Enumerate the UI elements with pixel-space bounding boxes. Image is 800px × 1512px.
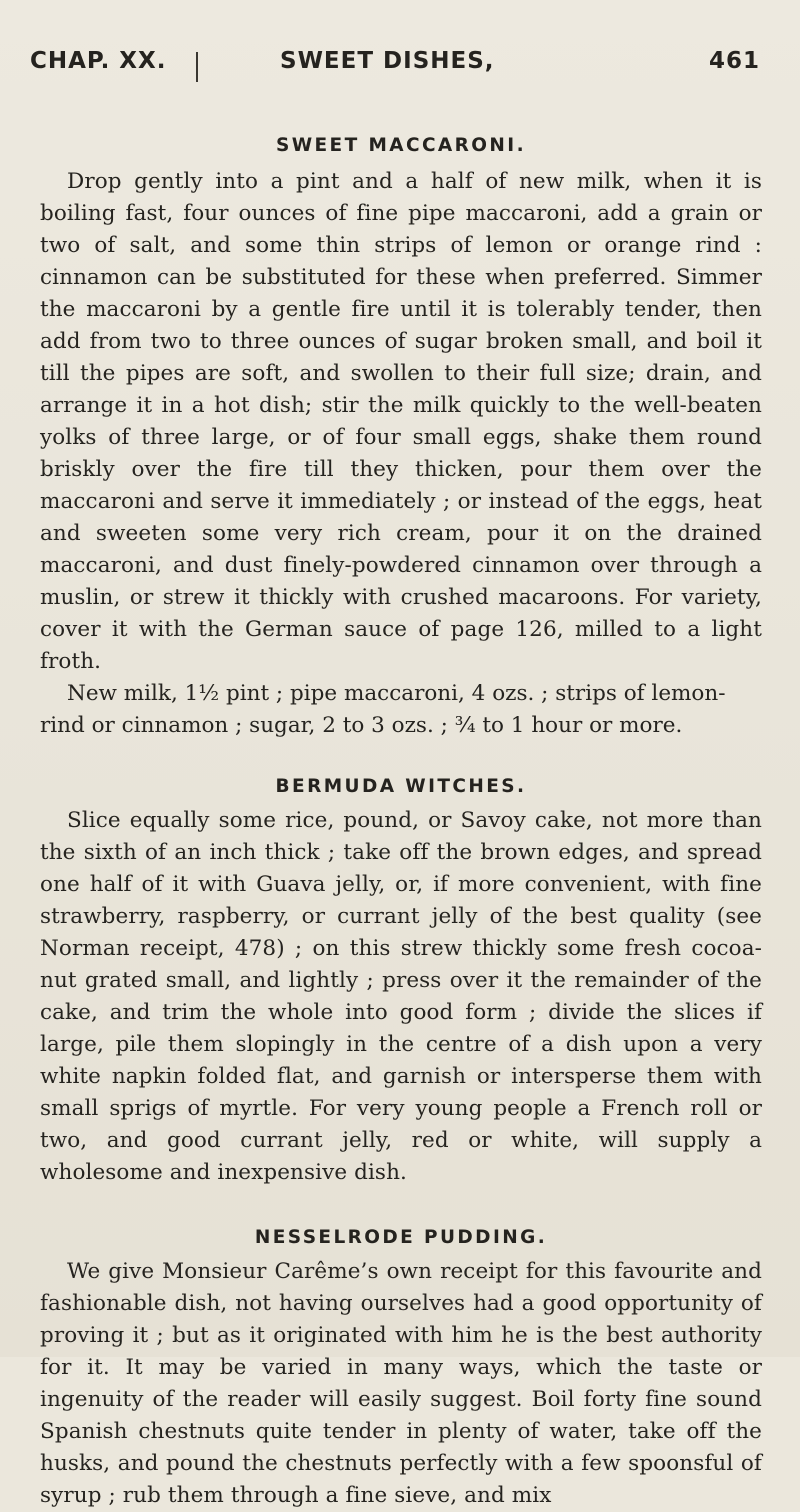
header-divider xyxy=(196,52,198,82)
page-body xyxy=(40,135,762,1512)
section-title-nesselrode-pudding: NESSELRODE PUDDING. xyxy=(254,1227,548,1248)
page-number: 461 xyxy=(708,48,760,74)
chapter-label: CHAP. XX. xyxy=(30,48,167,74)
running-header xyxy=(30,48,770,88)
section-title-sweet-maccaroni: SWEET MACCARONI. xyxy=(275,135,527,156)
recipe-paragraph-bermuda-witches: Slice equally some rice, pound, or Savoy cake, not more than the sixth of an inch thick ; take off the brown edges, and spread one half of it with Guava jelly, or, if more convenient, with fine strawberry, raspberry, or currant jelly of the best quality (see Norman receipt, 478) ; on this strew thickly some fresh cocoa-nut grated small, and lightly ; press over it the remainder of the cake, and trim the whole into good form ; divide the slices if large, pile them slopingly in the centre of a dish upon a very white napkin folded flat, and garnish or intersperse them with small sprigs of myrtle. For very young people a French roll or two, and good currant jelly, red or white, will supply a wholesome and inexpensive dish. xyxy=(40,808,762,1185)
section-title-bermuda-witches: BERMUDA WITCHES. xyxy=(275,776,527,797)
running-title: SWEET DISHES, xyxy=(280,48,495,74)
recipe-paragraph-nesselrode-pudding: We give Monsieur Carême’s own receipt for this favourite and fashionable dish, not having ourselves had a good opportunity of proving it ; but as it originated with him he is the best authority for it. It may be varied in many ways, which the taste or ingenuity of the reader will easily suggest. Boil forty fine sound Spanish chestnuts quite tender in plenty of water, take off the husks, and pound the chestnuts perfectly with a few spoonsful of syrup ; rub them through a fine sieve, and mix xyxy=(40,1259,762,1508)
recipe-paragraph-sweet-maccaroni: Drop gently into a pint and a half of new milk, when it is boiling fast, four ounces of fine pipe maccaroni, add a grain or two of salt, and some thin strips of lemon or orange rind : cinnamon can be substituted for these when preferred. Simmer the maccaroni by a gentle fire until it is tolerably tender, then add from two to three ounces of sugar broken small, and boil it till the pipes are soft, and swollen to their full size; drain, and arrange it in a hot dish; stir the milk quickly to the well-beaten yolks of three large, or of four small eggs, shake them round briskly over the fire till they thicken, pour them over the maccaroni and serve it immediately ; or instead of the eggs, heat and sweeten some very rich cream, pour it on the drained maccaroni, and dust finely-powdered cinnamon over through a muslin, or strew it thickly with crushed macaroons. For variety, cover it with the German sauce of page 126, milled to a light froth. xyxy=(40,169,762,674)
recipe-summary-sweet-maccaroni: New milk, 1½ pint ; pipe maccaroni, 4 ozs. ; strips of lemon-rind or cinnamon ; sugar, 2 to 3 ozs. ; ¾ to 1 hour or more. xyxy=(40,681,726,738)
